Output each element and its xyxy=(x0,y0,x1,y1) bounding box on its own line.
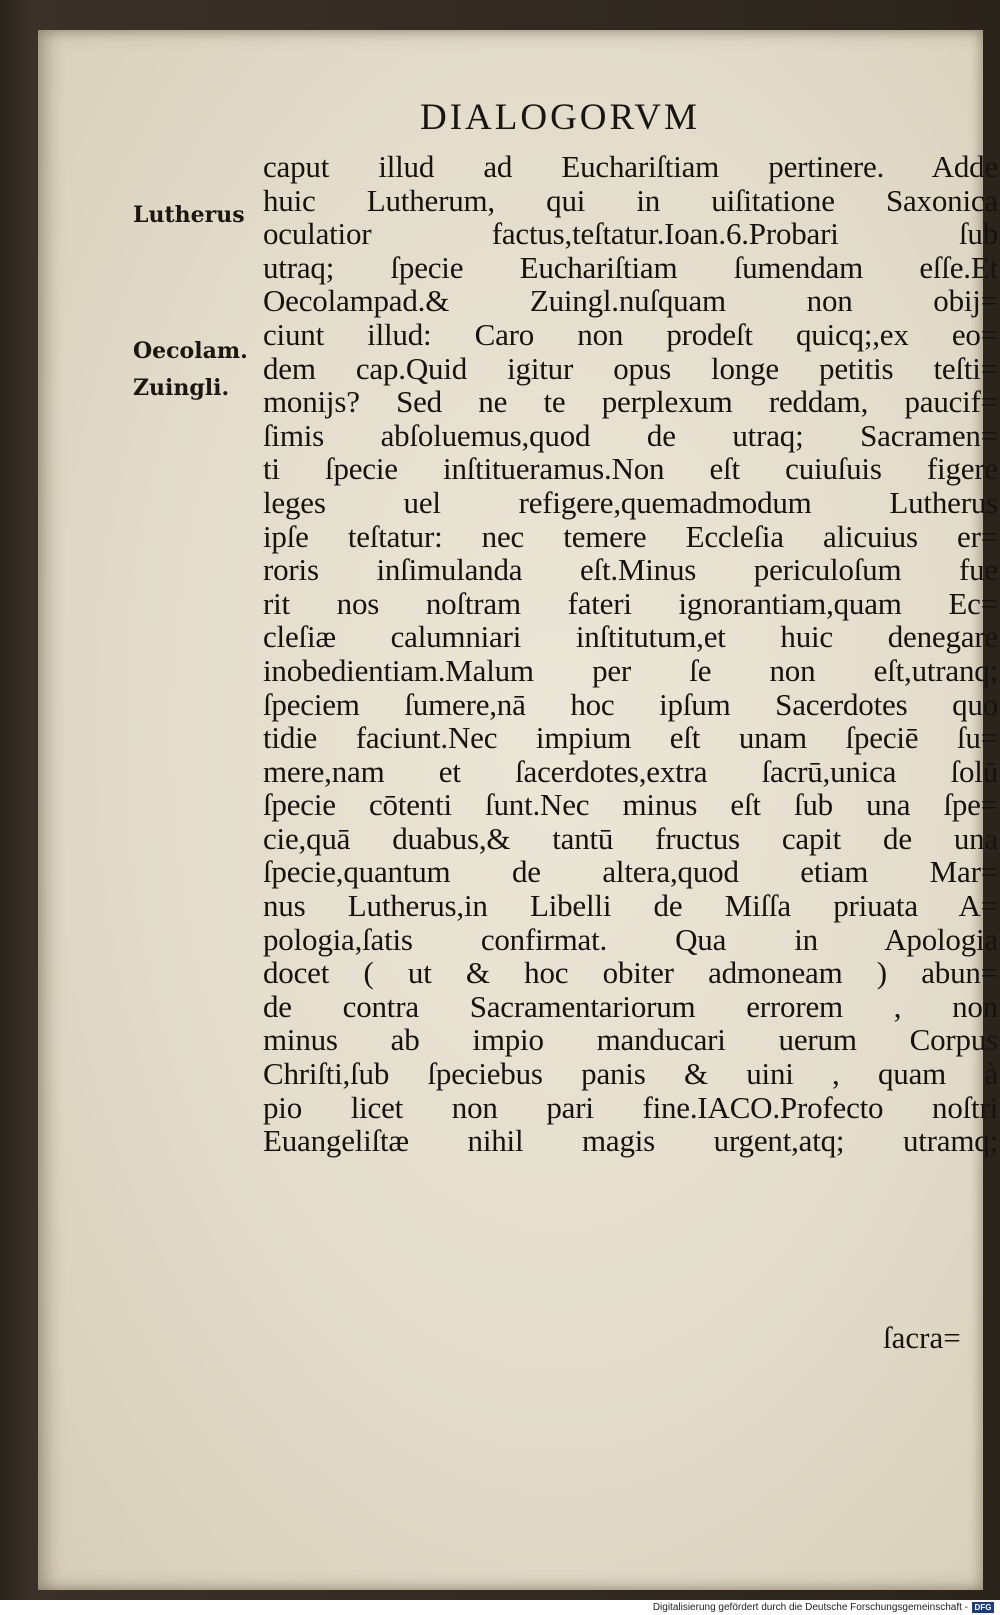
margin-note-lutherus: Lutherus xyxy=(133,202,245,228)
text-line: inobedientiam.Malum per ſe non eſt,utranq; xyxy=(263,652,998,688)
text-line: Oecolampad.& Zuingl.nuſquam non obij= xyxy=(263,283,998,319)
body-text xyxy=(263,150,998,1158)
text-line: utraq; ſpecie Euchariſtiam ſumendam eſſe.Et xyxy=(263,249,998,285)
margin-note-zuingli: Zuingli. xyxy=(133,375,230,401)
text-line: Chriſti,ſub ſpeciebus panis & uini , quam à xyxy=(263,1056,998,1092)
text-line: huic Lutherum, qui in uiſitatione Saxonica xyxy=(263,182,998,218)
text-line: ſimis abſoluemus,quod de utraq; Sacramen= xyxy=(263,417,998,453)
text-line: ciunt illud: Caro non prodeſt quicq;,ex eo= xyxy=(263,316,998,352)
dfg-logo-icon: DFG xyxy=(972,1602,994,1613)
text-line: docet ( ut & hoc obiter admoneam ) abun= xyxy=(263,955,998,991)
catchword: ſacra= xyxy=(883,1320,961,1355)
digitization-footer xyxy=(0,1600,1000,1615)
text-line: roris inſimulanda eſt.Minus periculoſum fue xyxy=(263,552,998,588)
text-line: pio licet non pari fine.IACO.Profecto noſtri xyxy=(263,1089,998,1125)
text-line: tidie faciunt.Nec impium eſt unam ſpeciē ſu= xyxy=(263,720,998,756)
margin-note-oecolam: Oecolam. xyxy=(133,338,248,364)
book-page xyxy=(38,30,998,1590)
text-line: mere,nam et ſacerdotes,extra ſacrū,unica ſolū xyxy=(263,753,998,789)
text-line: dem cap.Quid igitur opus longe petitis teſti= xyxy=(263,350,998,386)
text-line: ſpecie cōtenti ſunt.Nec minus eſt ſub una ſpe= xyxy=(263,787,998,823)
footer-credit: Digitalisierung gefördert durch die Deutsche Forschungsgemeinschaft - xyxy=(652,1602,968,1613)
text-line: ipſe teſtatur: nec temere Eccleſia alicuius er= xyxy=(263,518,998,554)
text-line: cleſiæ calumniari inſtitutum,et huic denegare xyxy=(263,619,998,655)
text-line: de contra Sacramentariorum errorem , non xyxy=(263,988,998,1024)
text-line: cie,quā duabus,& tantū fructus capit de una xyxy=(263,820,998,856)
text-line: ſpecie,quantum de altera,quod etiam Mar= xyxy=(263,854,998,890)
running-title: DIALOGORVM xyxy=(420,97,700,138)
text-line: ſpeciem ſumere,nā hoc ipſum Sacerdotes quo xyxy=(263,686,998,722)
text-line: rit nos noſtram fateri ignorantiam,quam Ec= xyxy=(263,585,998,621)
text-line: oculatior factus,teſtatur.Ioan.6.Probari ſub xyxy=(263,216,998,252)
text-line: leges uel refigere,quemadmodum Lutherus xyxy=(263,484,998,520)
text-line: caput illud ad Euchariſtiam pertinere. Adde xyxy=(263,149,998,184)
text-line: minus ab impio manducari uerum Corpus xyxy=(263,1022,998,1058)
text-line: monijs? Sed ne te perplexum reddam, paucif= xyxy=(263,384,998,420)
text-line: pologia,ſatis confirmat. Qua in Apologia xyxy=(263,921,998,957)
text-line: nus Lutherus,in Libelli de Miſſa priuata A= xyxy=(263,888,998,924)
text-line: Euangeliſtæ nihil magis urgent,atq; utramq; xyxy=(263,1123,998,1159)
text-line: ti ſpecie inſtitueramus.Non eſt cuiuſuis figere xyxy=(263,451,998,487)
